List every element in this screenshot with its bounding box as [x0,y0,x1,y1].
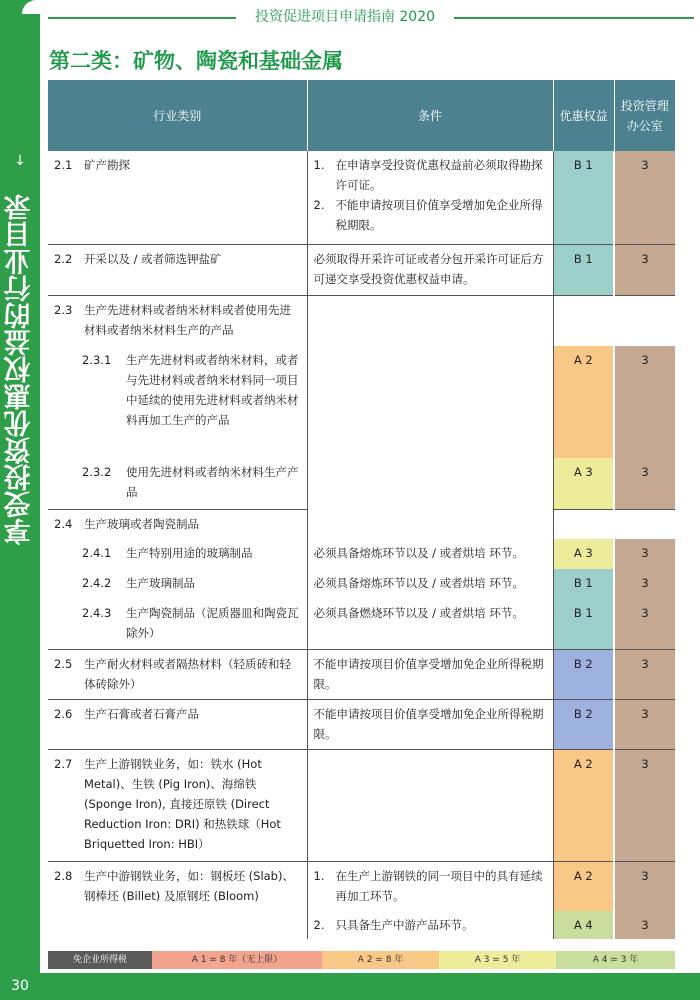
down-arrow-icon: ↓ [14,153,26,169]
table-row [48,861,675,911]
condition-number: 1. [313,158,325,172]
header-rule-left [48,17,236,19]
footer-bar [40,973,700,1000]
condition-text: 不能申请按项目价值享受增加免企业所得税期限。 [335,198,543,232]
header-benefit: 优惠权益 [553,80,614,151]
row-name: 矿产勘探 [84,158,130,172]
legend-a1: A 1 = 8 年（无上限） [152,951,322,969]
row-number: 2.3 [54,302,73,317]
row-name: 使用先进材料或者纳米材料生产产品 [126,465,299,499]
table-row [48,569,675,599]
row-name: 生产特别用途的玻璃制品 [126,546,253,560]
office-cell: 3 [614,861,675,911]
row-number: 2.6 [54,706,73,721]
office-cell: 3 [614,911,675,939]
row-name: 生产玻璃或者陶瓷制品 [84,516,199,531]
table-row [48,244,675,295]
condition-number: 2. [313,198,325,212]
row-number: 2.4.3 [82,606,112,620]
benefit-cell: B 1 [553,151,614,244]
benefit-cell: B 2 [553,649,614,699]
office-cell: 3 [614,699,675,749]
category-cell [48,539,307,569]
condition-cell [307,911,553,939]
row-number: 2.7 [54,756,73,771]
industry-table [48,80,675,939]
table-row [48,699,675,749]
row-name: 开采以及 / 或者筛选钾盐矿 [84,251,222,266]
row-number: 2.3.1 [82,353,112,367]
condition-cell [307,295,553,509]
table-row [48,749,675,861]
category-cell [48,569,307,599]
condition-cell: 必须具备熔炼环节以及 / 或者烘培 环节。 [307,539,553,569]
benefit-cell: B 1 [553,599,614,649]
row-number: 2.1 [54,158,73,172]
header-title: 投资促进项目申请指南 2020 [254,9,436,25]
table-row [48,649,675,699]
category-cell [48,244,307,295]
benefit-cell: A 3 [553,539,614,569]
legend-a4: A 4 = 3 年 [556,951,675,969]
section-title: 第二类：矿物、陶瓷和基础金属 [49,49,343,73]
condition-cell: 必须取得开采许可证或者分包开采许可证后方可递交享受投资优惠权益申请。 [307,244,553,295]
office-cell: 3 [614,539,675,569]
table-header-row [48,80,675,151]
office-cell: 3 [614,458,675,509]
office-cell: 3 [614,346,675,458]
office-cell: 3 [614,569,675,599]
benefit-cell: A 2 [553,861,614,911]
row-name: 生产耐火材料或者隔热材料（轻质砖和轻体砖除外） [84,656,291,691]
row-name: 生产中游钢铁业务，如：钢板坯 (Slab)、钢棒坯 (Billet) 及原钢坯 (Bloom) [84,868,294,903]
row-name: 生产先进材料或者纳米材料，或者与先进材料或者纳米材料同一项目中延续的使用先进材料或者纳米材料再加工生产的产品 [126,353,299,427]
row-number: 2.4.2 [82,576,112,590]
row-name: 生产玻璃制品 [126,576,195,590]
condition-cell: 必须具备熔炼环节以及 / 或者烘培 环节。 [307,569,553,599]
sidebar-title: 享受投资优惠权益的行业目录 [4,194,36,546]
benefit-cell: A 2 [553,346,614,458]
benefit-cell: B 1 [553,244,614,295]
benefit-cell-empty [553,295,614,346]
office-cell: 3 [614,151,675,244]
table-row [48,539,675,569]
table-row [48,151,675,244]
legend-a2: A 2 = 8 年 [322,951,439,969]
condition-cell [307,509,553,539]
category-cell [48,599,307,649]
office-cell-empty [614,509,675,539]
category-cell [48,861,307,939]
row-name: 生产先进材料或者纳米材料或者使用先进材料或者纳米材料生产的产品 [84,302,291,337]
office-cell: 3 [614,244,675,295]
table-row [48,509,675,539]
table-row [48,295,675,346]
category-cell [48,151,307,244]
condition-cell [307,749,553,861]
row-number: 2.3.2 [82,465,112,479]
category-cell [48,458,307,509]
row-number: 2.2 [54,251,73,266]
condition-cell: 不能申请按项目价值享受增加免企业所得税期限。 [307,699,553,749]
category-cell [48,749,307,861]
row-name: 生产上游钢铁业务，如：铁水 (Hot Metal)、生铁 (Pig Iron)、海绵铁 (Sponge Iron), 直接还原铁 (Direct Reduction Iron: DRI) 和热铁球（Hot Briquetted Iron: HBI） [84,756,281,851]
benefit-cell: B 1 [553,569,614,599]
row-number: 2.4 [54,516,73,531]
table-row [48,599,675,649]
category-cell [48,649,307,699]
condition-text: 只具备生产中游产品环节。 [335,918,474,932]
condition-cell: 不能申请按项目价值享受增加免企业所得税期限。 [307,649,553,699]
condition-cell [307,861,553,911]
benefit-cell: B 2 [553,699,614,749]
office-cell: 3 [614,749,675,861]
condition-number: 2. [313,918,325,932]
legend [48,951,675,969]
category-cell [48,346,307,458]
row-number: 2.4.1 [82,546,112,560]
condition-number: 1. [313,868,325,883]
category-cell [48,509,307,539]
benefit-cell-empty [553,509,614,539]
header-condition: 条件 [307,80,553,151]
condition-cell [307,151,553,244]
page-number: 30 [0,973,40,1000]
condition-text: 在申请享受投资优惠权益前必须取得勘探许可证。 [335,158,543,192]
legend-tax: 免企业所得税 [48,951,152,969]
header-office: 投资管理办公室 [614,80,675,151]
benefit-cell: A 2 [553,749,614,861]
benefit-cell: A 3 [553,458,614,509]
office-cell-empty [614,295,675,346]
office-cell: 3 [614,649,675,699]
benefit-cell: A 4 [553,911,614,939]
category-cell [48,295,307,346]
row-number: 2.8 [54,868,73,883]
header-category: 行业类别 [48,80,307,151]
header-rule-right [454,17,694,19]
row-name: 生产石膏或者石膏产品 [84,706,199,721]
condition-text: 在生产上游钢铁的同一项目中的具有延续再加工环节。 [335,868,543,903]
row-number: 2.5 [54,656,73,671]
condition-cell: 必须具备燃烧环节以及 / 或者烘培 环节。 [307,599,553,649]
legend-a3: A 3 = 5 年 [439,951,556,969]
office-cell: 3 [614,599,675,649]
row-name: 生产陶瓷制品（泥质器皿和陶瓷瓦除外） [126,606,299,640]
category-cell [48,699,307,749]
